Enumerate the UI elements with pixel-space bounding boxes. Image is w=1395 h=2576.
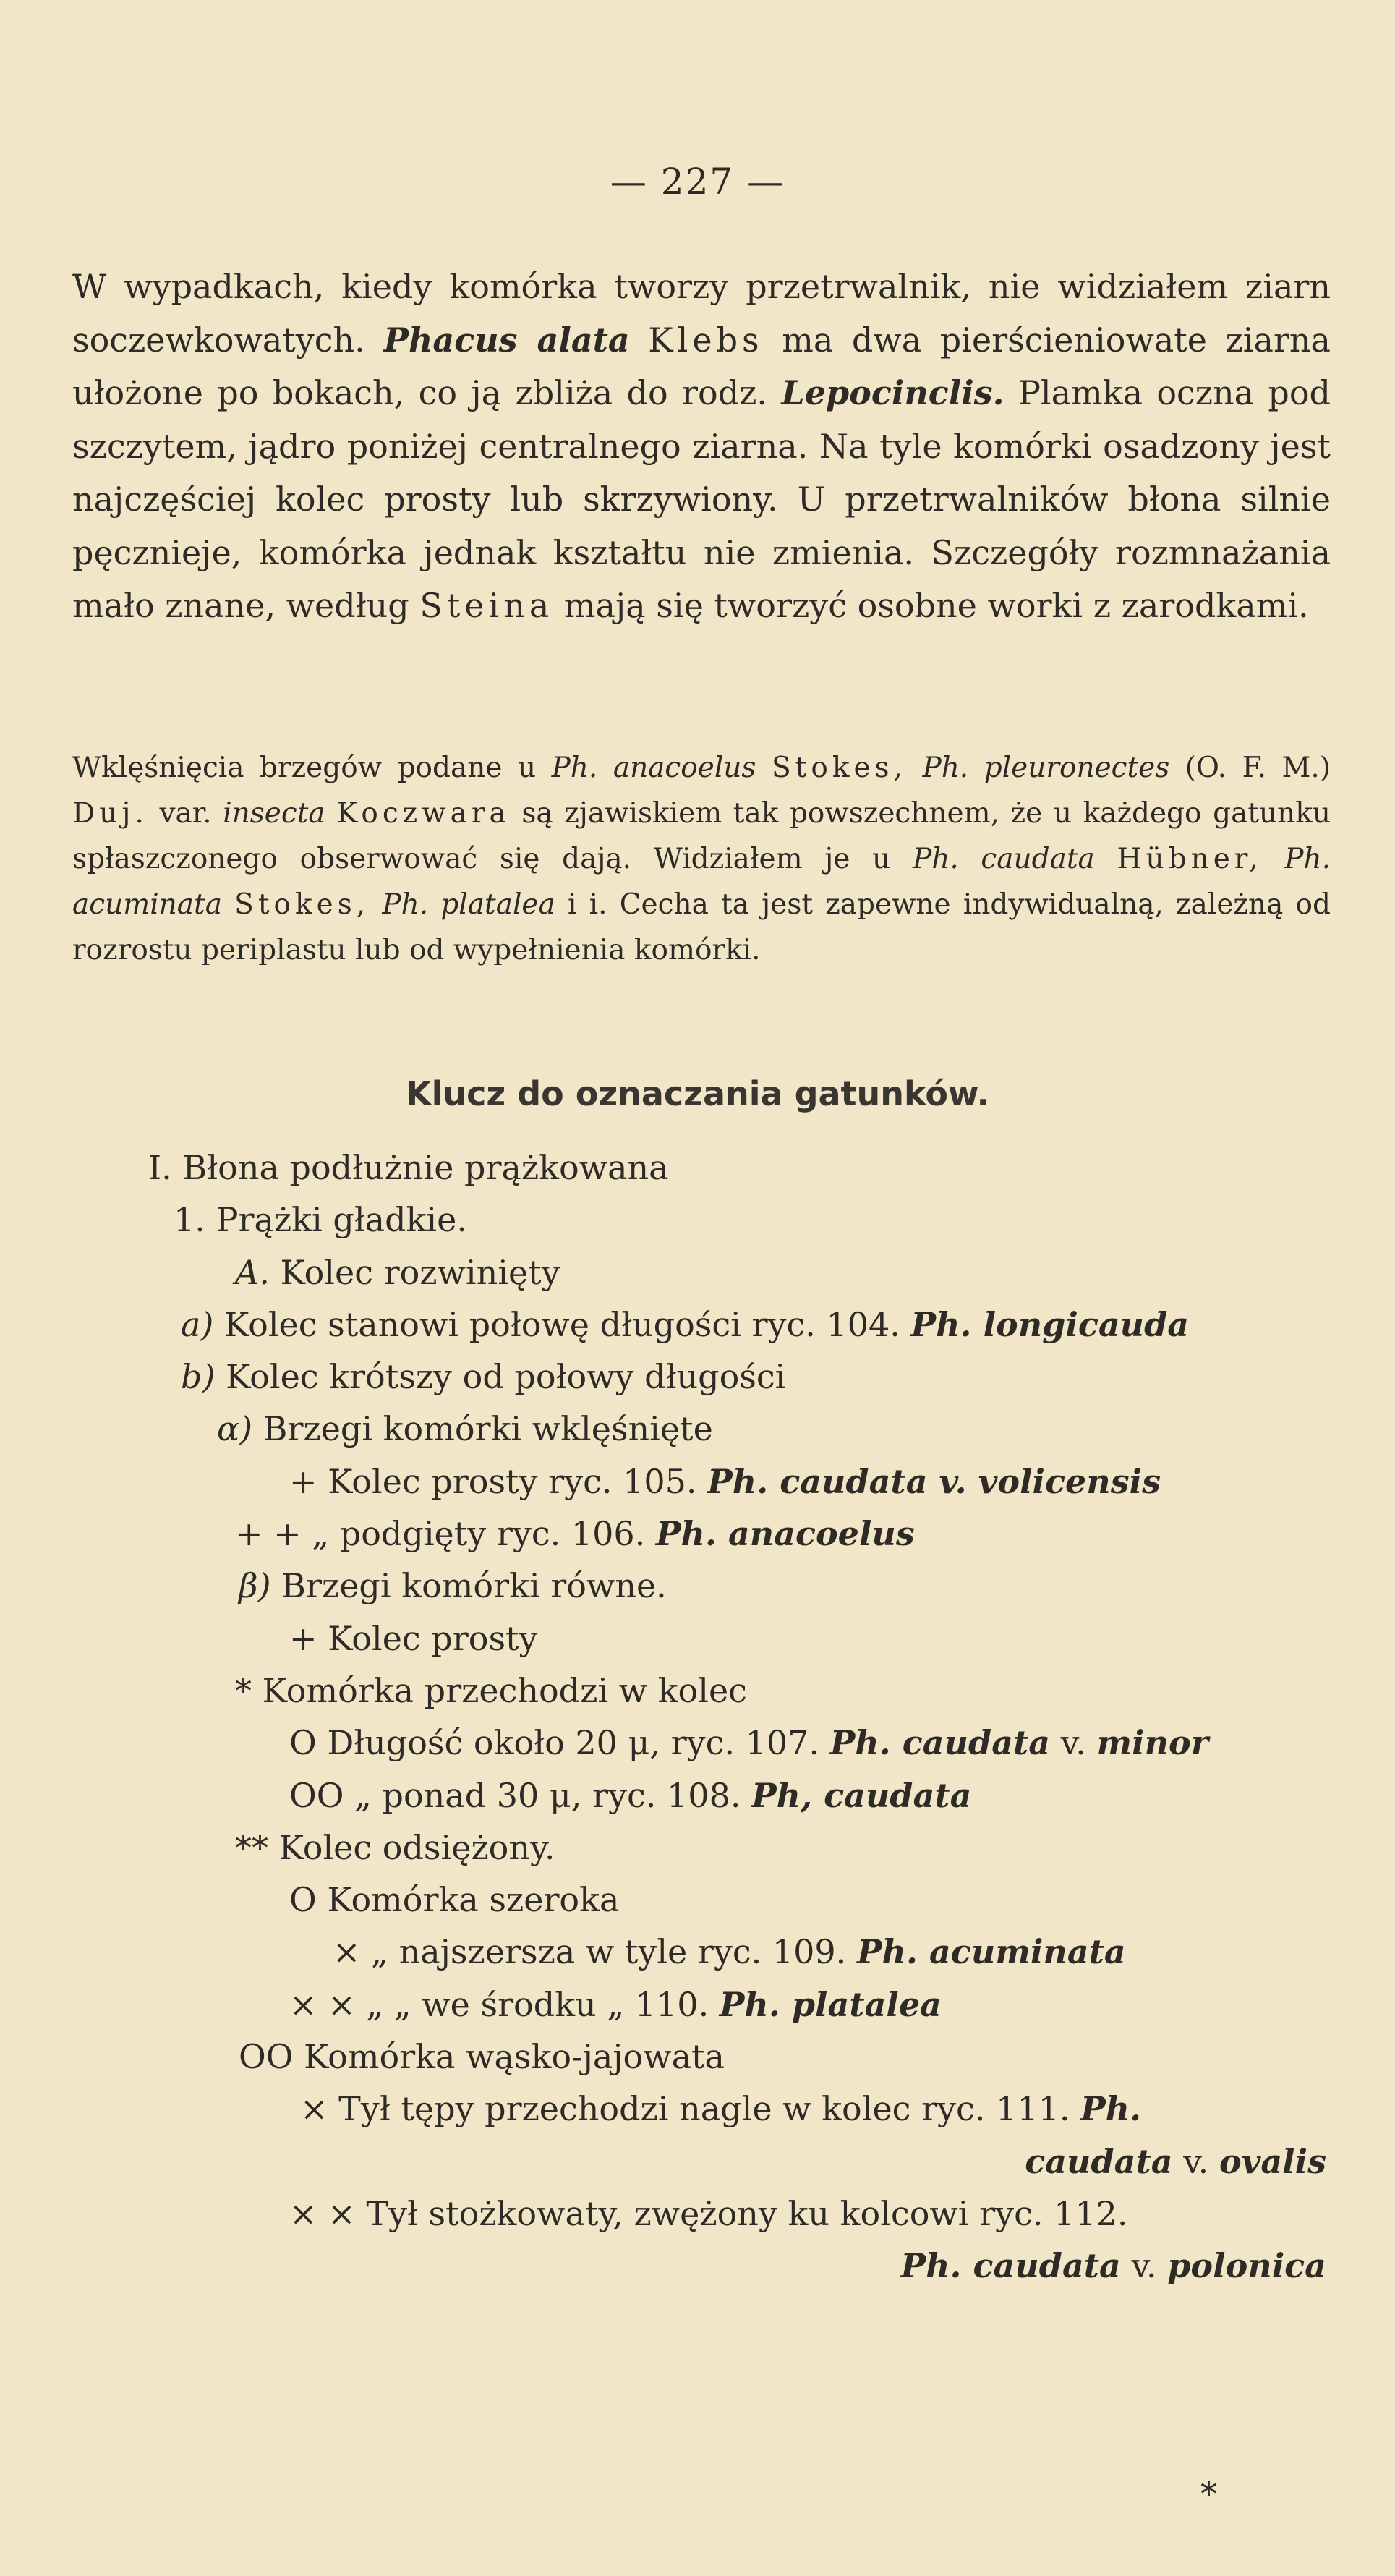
footnote-mark: * xyxy=(1200,2474,1217,2513)
key-line-part: + + „ podgięty ryc. 106. xyxy=(235,1514,656,1554)
key-line xyxy=(0,1665,1395,1717)
paragraph1-run: ma dwa pierścieniowate ziarna ułożone po bokach, co ją zbliża do rodz. xyxy=(72,320,1331,412)
paragraph2-run: Stokes, xyxy=(234,888,370,921)
paragraph2-run: Ph. acuminata xyxy=(72,843,1331,921)
key-line-part: Ph. caudata xyxy=(900,2246,1121,2286)
key-line xyxy=(0,1560,1395,1612)
key-line-part: O Komórka szeroka xyxy=(289,1880,620,1920)
paragraph1-run: Lepocinclis. xyxy=(781,373,1004,412)
key-line-part: Kolec stanowi połowę długości ryc. 104. xyxy=(213,1304,911,1344)
paragraph2-run: insecta xyxy=(223,797,325,830)
key-line xyxy=(0,2188,1395,2240)
paragraph2-run: Ph. pleuronectes xyxy=(922,752,1170,784)
paragraph2-run xyxy=(756,752,772,784)
key-line-part: Kolec krótszy od połowy długości xyxy=(215,1357,786,1397)
paragraph2-run: i i. Cecha ta jest zapewne indywidualną, zależną od rozrostu periplastu lub od wypełnienia komórki. xyxy=(72,888,1331,966)
key-line-part: Ph, caudata xyxy=(751,1775,972,1815)
key-line-part: × × „ „ we środku „ 110. xyxy=(289,1984,720,2024)
key-line-part: OO Komórka wąsko-jajowata xyxy=(239,2037,725,2077)
key-line-part: Ph. acuminata xyxy=(856,1932,1126,1972)
paragraph-2 xyxy=(72,745,1331,973)
key-line xyxy=(0,2240,1395,2292)
key-line-part: * Komórka przechodzi w kolec xyxy=(235,1670,747,1710)
key-line-part: a) xyxy=(181,1304,214,1344)
section-heading: Klucz do oznaczania gatunków. xyxy=(405,1074,990,1113)
key-line-part: OO „ ponad 30 μ, ryc. 108. xyxy=(289,1775,752,1815)
key-line-part: ovalis xyxy=(1219,2141,1326,2181)
key-line-part: α) xyxy=(217,1409,253,1449)
key-line xyxy=(0,2031,1395,2083)
key-line-part: × × Tył stożkowaty, zwężony ku kolcowi ryc. 112. xyxy=(289,2193,1128,2233)
key-line-part: v. xyxy=(1172,2141,1219,2181)
key-line xyxy=(0,2135,1395,2188)
key-line-part: O Długość około 20 μ, ryc. 107. xyxy=(289,1723,830,1763)
key-line-part: Ph. platalea xyxy=(719,1984,942,2024)
key-line-part: Ph. caudata v. volicensis xyxy=(707,1461,1161,1501)
key-line xyxy=(0,1403,1395,1455)
key-line-part: I. Błona podłużnie prążkowana xyxy=(148,1148,669,1187)
paragraph2-run: Hübner, xyxy=(1117,843,1263,875)
key-line-part: minor xyxy=(1096,1723,1208,1763)
key-line xyxy=(0,1874,1395,1926)
paragraph2-run: Ph. caudata xyxy=(912,843,1095,875)
paragraph1-run: Phacus alata xyxy=(383,320,630,360)
paragraph2-run: (O. F. M.) xyxy=(1169,752,1331,784)
key-line-part: Brzegi komórki wklęśnięte xyxy=(252,1409,713,1449)
key-line-part: polonica xyxy=(1167,2246,1326,2286)
page-number: — 227 — xyxy=(610,161,785,203)
paragraph2-run: Stokes, xyxy=(771,752,907,784)
key-line xyxy=(0,1194,1395,1246)
paragraph2-run xyxy=(370,888,382,921)
paragraph2-run xyxy=(222,888,234,921)
identification-key xyxy=(0,1142,1395,2292)
key-line-part: caudata xyxy=(1025,2141,1173,2181)
paragraph2-run: Koczwara xyxy=(336,797,511,830)
paragraph2-run: Duj. xyxy=(72,797,148,830)
key-line xyxy=(0,1822,1395,1874)
key-line xyxy=(0,1926,1395,1978)
paragraph1-run xyxy=(630,320,649,360)
key-line xyxy=(0,1978,1395,2031)
key-line xyxy=(0,2083,1395,2135)
key-line-part: b) xyxy=(181,1357,216,1397)
paragraph2-run xyxy=(1095,843,1117,875)
key-line-part: v. xyxy=(1120,2246,1168,2286)
paragraph-1 xyxy=(72,260,1331,633)
key-line-part: Ph. anacoelus xyxy=(655,1514,915,1554)
key-line-part: β) xyxy=(239,1566,271,1606)
key-line-part: Ph. longicauda xyxy=(910,1304,1190,1344)
key-line-part: + Kolec prosty xyxy=(289,1618,538,1658)
paragraph1-run: Plamka oczna pod szczytem, jądro poniżej centralnego ziarna. Na tyle komórki osadzony jest najczęściej kolec prosty lub skrzywiony. U przetrwalników błona silnie pęcznieje, komórka jednak kształtu nie zmienia. Szczegóły rozmnażania mało znane, według xyxy=(72,373,1331,625)
paragraph1-run: W wypadkach, kiedy komórka tworzy przetrwalnik, nie widziałem ziarn soczewkowatych. xyxy=(72,267,1331,360)
key-line-part: ** Kolec odsiężony. xyxy=(235,1827,555,1867)
key-line xyxy=(0,1246,1395,1298)
paragraph2-run: Ph. anacoelus xyxy=(551,752,756,784)
key-line-part: × „ najszersza w tyle ryc. 109. xyxy=(333,1932,857,1972)
paragraph2-run: Wklęśnięcia brzegów podane u xyxy=(72,752,552,784)
paragraph1-run: Klebs xyxy=(648,320,764,360)
key-line-part: + Kolec prosty ryc. 105. xyxy=(289,1461,708,1501)
key-line-part: × Tył tępy przechodzi nagle w kolec ryc. 111. xyxy=(300,2089,1081,2129)
key-line xyxy=(0,1769,1395,1822)
key-line xyxy=(0,1455,1395,1508)
key-line xyxy=(0,1508,1395,1560)
paragraph1-run: mają się tworzyć osobne worki z zarodkami. xyxy=(553,586,1309,625)
key-line-part: v. xyxy=(1050,1723,1097,1763)
key-line xyxy=(0,1717,1395,1769)
paragraph2-run xyxy=(1263,843,1285,875)
key-line-part: Brzegi komórki równe. xyxy=(270,1566,667,1606)
paragraph2-run: są zjawiskiem tak powszechnem, że u każdego gatunku spłaszczonego obserwować się dają. Widziałem je u xyxy=(72,797,1331,875)
paragraph2-run xyxy=(325,797,337,830)
key-line-part: Kolec rozwinięty xyxy=(269,1252,560,1292)
key-line-part: Ph. xyxy=(1080,2089,1142,2129)
key-line xyxy=(0,1612,1395,1665)
key-line-part: Ph. caudata xyxy=(829,1723,1051,1763)
paragraph2-run: var. xyxy=(148,797,223,830)
key-line xyxy=(0,1142,1395,1194)
paragraph1-run: Steina xyxy=(419,586,554,625)
paragraph2-run xyxy=(907,752,923,784)
key-line-part: 1. Prążki gładkie. xyxy=(174,1200,467,1240)
paragraph2-run: Ph. platalea xyxy=(382,888,555,921)
key-line xyxy=(0,1351,1395,1403)
key-line-part: A. xyxy=(235,1252,270,1292)
key-line xyxy=(0,1298,1395,1351)
